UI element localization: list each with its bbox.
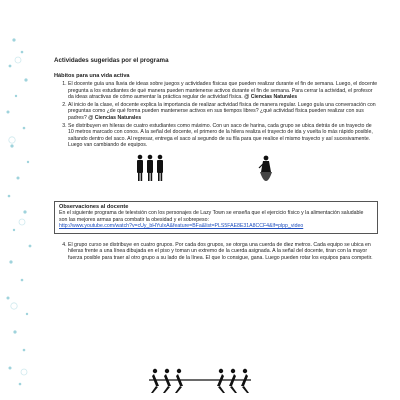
decorative-dot-border	[0, 0, 48, 400]
list-item-text: El docente guía una lluvia de ideas sobre juegos y actividades físicas que pueden realizar durante el fin de semana. Luego, el docente pregunta a los estudiantes de qué manera pueden mantenerse activos durante el fin de semana. Para cerrar la actividad, el profesor da ideas atractivas de cómo aumentar la práctica regular de actividad física.	[68, 81, 378, 101]
sack-race-illustration	[54, 150, 378, 195]
subject-tag: @ Ciencias Naturales	[244, 94, 298, 101]
subject-tag: @ Ciencias Naturales	[88, 114, 142, 121]
list-item	[68, 81, 378, 101]
list-item-text: Al inicio de la clase, el docente explica la importancia de realizar actividad física de manera regular. Luego guía una conversación con preguntas como ¿de qué forma pueden mantenerse activos en sus tiempos libres? ¿qué actividad física pueden realizar con sus padres?	[68, 101, 376, 121]
content-area	[54, 57, 378, 262]
video-link[interactable]: http://www.youtube.com/watch?v=cUy_bHYuIxA&feature=BFa&list=PLS5FAE8E31A8CCF4&lf=plpp_video	[59, 223, 304, 230]
notes-text: En el siguiente programa de televisión con los personajes de Lazy Town se enseña que el ejercicio físico y la alimentación saludable son las mejores armas para combatir la obesidad y el sobrepeso:	[59, 210, 364, 223]
list-item	[68, 102, 378, 122]
teacher-notes-box	[54, 201, 378, 234]
list-item	[68, 123, 378, 149]
section-title: Hábitos para una vida activa	[54, 73, 130, 79]
notes-title: Observaciones al docente	[59, 203, 129, 210]
activity-list-continued	[54, 242, 378, 262]
tug-of-war-illustration	[145, 366, 255, 394]
list-item-text: El grupo curso se distribuye en cuatro grupos. Por cada dos grupos, se otorga una cuerda de diez metros. Cada equipo se ubica en hileras frente a una línea dibujada en el piso y toman un extremo de la cuerda asignada. A la señal del docente, tiran con la mayor fuerza posible para traer al otro grupo a su lado de la línea. El que lo consigue, gana. Luego pueden rotar los equipos para competir.	[68, 241, 373, 261]
list-item	[68, 242, 378, 262]
page-title: Actividades sugeridas por el programa	[54, 57, 169, 64]
activity-list	[54, 81, 378, 149]
list-item-text: Se distribuyen en hileras de cuatro estudiantes como máximo. Con un saco de harina, cada grupo se ubica detrás de un trayecto de 10 metros marcado con conos. A la señal del docente, el primero de la hilera realiza el trayecto de ida y vuelta lo más rápido posible, saltando dentro del saco. Al regresar, entrega el saco al segundo de su fila para que realice el mismo trayecto y así sucesivamente. Luego van cambiando de equipos.	[68, 122, 373, 149]
